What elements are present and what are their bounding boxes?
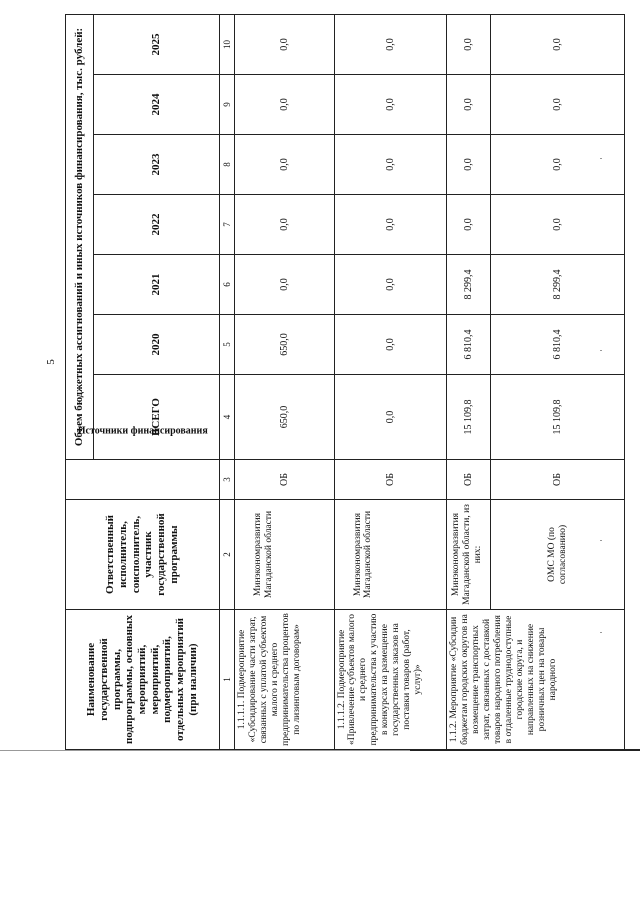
row-value: 0,0 (447, 14, 491, 74)
row-value: 0,0 (235, 135, 334, 195)
column-number: 2 (219, 500, 235, 610)
column-number: 6 (219, 255, 235, 315)
row-name: 1.1.2. Мероприятие «Субсидии бюджетам городских округов на возмещение транспортных затрат, связанных с доставкой товаров народного потребления в отдаленные труднодоступные городские округа, и направленных на снижение розничных цен на товары народного (447, 610, 625, 750)
column-number-row (219, 14, 235, 749)
row-value: 0,0 (447, 195, 491, 255)
row-value: 0,0 (447, 75, 491, 135)
budget-allocation-table (65, 14, 625, 750)
row-value: 0,0 (334, 375, 447, 460)
scan-speck (600, 632, 602, 633)
column-number: 3 (219, 460, 235, 500)
header-year: 2022 (94, 195, 219, 255)
row-value: 6 810,4 (447, 315, 491, 375)
header-total: ВСЕГО (94, 375, 219, 460)
header-name-column: Наименование государственной программы, подпрограммы, основных мероприятий, мероприятий, подмероприятий, отдельных мероприятий (при наличии) (66, 610, 220, 750)
header-source-column (66, 425, 220, 500)
column-number: 7 (219, 195, 235, 255)
row-source: ОБ (491, 460, 625, 500)
row-name: 1.1.1.2. Подмероприятие «Привлечение субъектов малого и среднего предпринимательства к участию в конкурсах на размещение государственных заказов на поставки товаров (работ, услуг)» (334, 610, 447, 750)
header-year: 2025 (94, 14, 219, 74)
header-year: 2023 (94, 135, 219, 195)
header-year: 2021 (94, 255, 219, 315)
column-number: 8 (219, 135, 235, 195)
row-value: 0,0 (334, 255, 447, 315)
row-name: 1.1.1.1. Подмероприятие «Субсидирование части затрат, связанных с уплатой субъектом малого и среднего предпринимательства процентов по лизинговым договорам» (235, 610, 334, 750)
row-value: 6 810,4 (491, 315, 625, 375)
header-year: 2024 (94, 75, 219, 135)
header-source-label: Источники финансирования (77, 425, 208, 437)
row-value: 0,0 (235, 195, 334, 255)
row-source: ОБ (447, 460, 491, 500)
row-value: 0,0 (447, 135, 491, 195)
page-bottom-rule-dark (410, 749, 640, 751)
row-value: 650,0 (235, 315, 334, 375)
column-number: 9 (219, 75, 235, 135)
table-row (235, 14, 334, 749)
row-value: 0,0 (334, 75, 447, 135)
row-value: 650,0 (235, 375, 334, 460)
row-executor: Минэкономразвития Магаданской области, из них: (447, 500, 491, 610)
table-row (447, 14, 491, 749)
column-number: 4 (219, 375, 235, 460)
row-executor: ОМС МО (по согласованию) (491, 500, 625, 610)
row-value: 15 109,8 (491, 375, 625, 460)
row-value: 0,0 (491, 14, 625, 74)
header-year: 2020 (94, 315, 219, 375)
scan-speck (600, 350, 602, 351)
row-value: 8 299,4 (447, 255, 491, 315)
scan-speck (600, 540, 602, 541)
row-value: 0,0 (334, 135, 447, 195)
row-value: 0,0 (334, 195, 447, 255)
column-number: 1 (219, 610, 235, 750)
table-row (334, 14, 447, 749)
header-executor-column: Ответственный исполнитель, соисполнитель, участник государственной программы (66, 500, 220, 610)
row-source: ОБ (334, 460, 447, 500)
row-value: 0,0 (235, 14, 334, 74)
row-value: 0,0 (235, 75, 334, 135)
page-number: 5 (45, 359, 57, 365)
header-volume: Объем бюджетных ассигнований и иных источников финансирования, тыс. рублей: (66, 14, 94, 459)
rotated-table-container (65, 15, 625, 750)
row-value: 0,0 (491, 135, 625, 195)
row-value: 15 109,8 (447, 375, 491, 460)
row-value: 0,0 (235, 255, 334, 315)
scan-speck (600, 158, 602, 159)
row-value: 8 299,4 (491, 255, 625, 315)
row-value: 0,0 (491, 75, 625, 135)
row-value: 0,0 (334, 14, 447, 74)
row-value: 0,0 (334, 315, 447, 375)
row-source: ОБ (235, 460, 334, 500)
row-executor: Минэкономразвития Магаданской области (235, 500, 334, 610)
row-executor: Минэкономразвития Магаданской области (334, 500, 447, 610)
header-row-top (66, 14, 94, 749)
row-value: 0,0 (491, 195, 625, 255)
column-number: 5 (219, 315, 235, 375)
column-number: 10 (219, 14, 235, 74)
